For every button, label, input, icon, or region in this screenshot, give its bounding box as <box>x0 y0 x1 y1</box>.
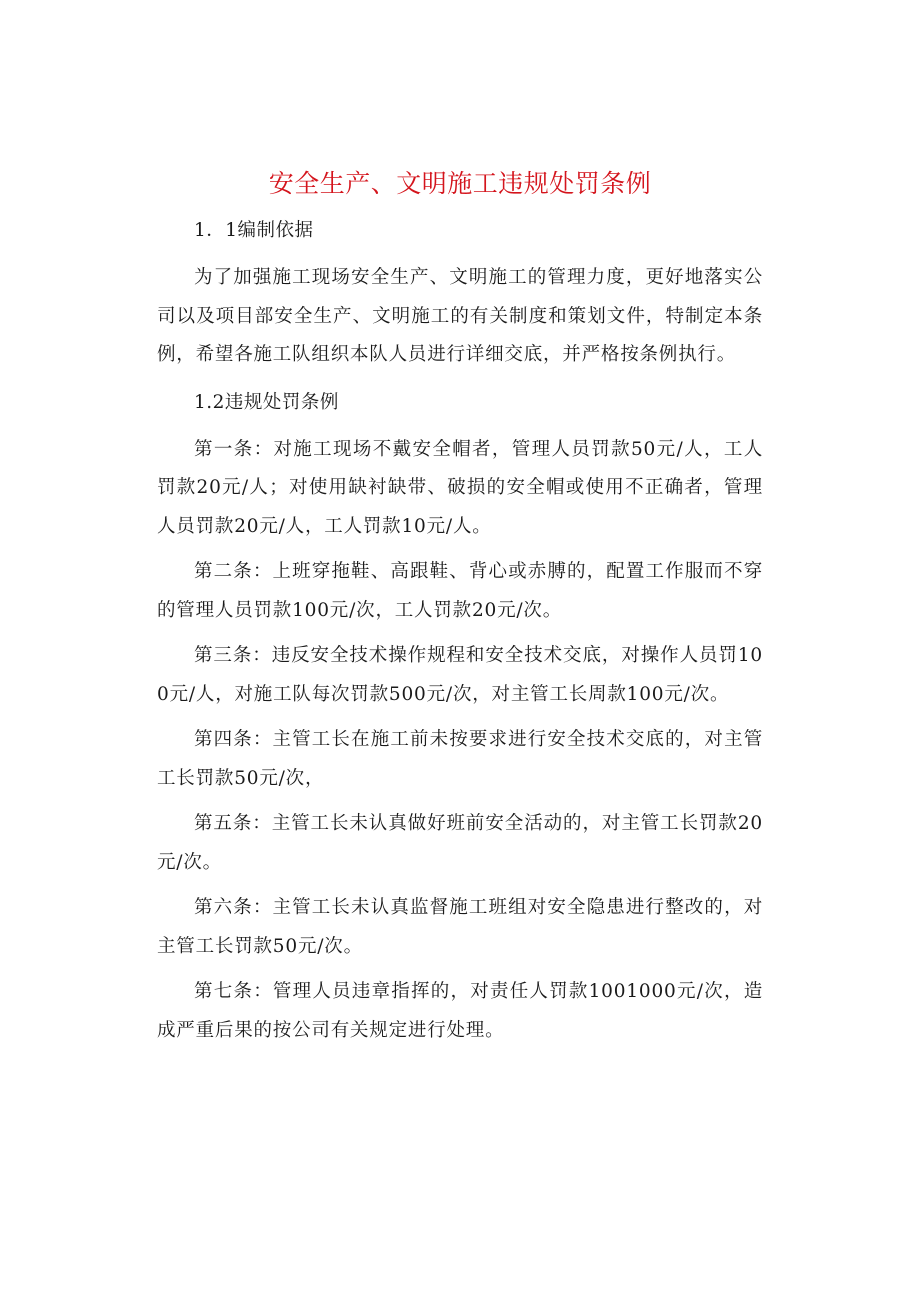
article-1: 第一条：对施工现场不戴安全帽者，管理人员罚款50元/人，工人罚款20元/人；对使用缺衬缺带、破损的安全帽或使用不正确者，管理人员罚款20元/人，工人罚款10元/人。 <box>157 438 763 537</box>
article-5: 第五条：主管工长未认真做好班前安全活动的，对主管工长罚款20元/次。 <box>157 813 763 873</box>
article-4: 第四条：主管工长在施工前未按要求进行安全技术交底的，对主管工长罚款50元/次， <box>157 729 763 789</box>
article-3: 第三条：违反安全技术操作规程和安全技术交底，对操作人员罚100元/人，对施工队每次罚款500元/次，对主管工长周款100元/次。 <box>157 645 763 705</box>
section-heading-basis: 1．1编制依据 <box>194 220 314 241</box>
article-7: 第七条：管理人员违章指挥的，对责任人罚款1001000元/次，造成严重后果的按公司有关规定进行处理。 <box>157 981 763 1041</box>
document-title: 安全生产、文明施工违规处罚条例 <box>268 169 652 198</box>
document-page <box>157 160 763 1057</box>
basis-paragraph: 为了加强施工现场安全生产、文明施工的管理力度，更好地落实公司以及项目部安全生产、文明施工的有关制度和策划文件，特制定本条例，希望各施工队组织本队人员进行详细交底，并严格按条例执行。 <box>157 267 763 365</box>
section-heading-penalties: 1.2违规处罚条例 <box>194 391 339 413</box>
article-6: 第六条：主管工长未认真监督施工班组对安全隐患进行整改的，对主管工长罚款50元/次。 <box>157 897 763 957</box>
article-2: 第二条：上班穿拖鞋、高跟鞋、背心或赤膊的，配置工作服而不穿的管理人员罚款100元/次，工人罚款20元/次。 <box>157 561 763 621</box>
